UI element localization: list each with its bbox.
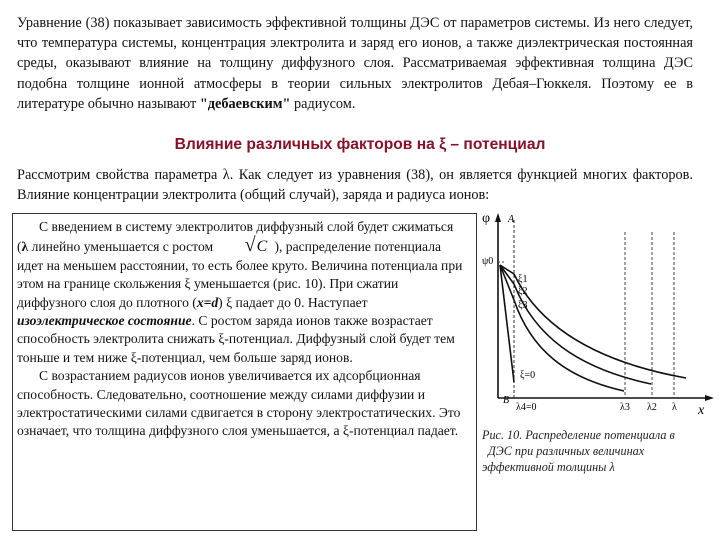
x-axis-arrow — [705, 395, 714, 401]
point-b-label: B — [503, 395, 510, 406]
radius-paragraph: С возрастанием радиусов ионов увеличивается их адсорбционная способность. Следовательно, соотношение между силами диффузии и электростатическими силами сдвигается в сторону электростатических. Это означает, что толщина диффузного слоя уменьшается, а ξ-потенциал падает. — [17, 368, 461, 439]
factors-text — [17, 218, 465, 441]
curve-xi1 — [500, 265, 686, 378]
figure-caption: Рис. 10. Распределение потенциала в ДЭС при различных величинах эффективной толщины λ — [482, 428, 675, 475]
xi1-label: ξ1 — [518, 274, 528, 285]
xi2-label: ξ2 — [518, 286, 528, 297]
electrolyte-paragraph: С введением в систему электролитов диффузный слой будет сжиматься (λ линейно уменьшается с ростом √C ), распределение потенциала идет на меньшем расстоянии, то есть более круто. Величина потенциала при этом на границе скольжения ξ уменьшается (рис. 10). При сжатии диффузного слоя до плотного (x=d) ξ падает до 0. Наступает изоэлектрическое состояние. С ростом заряда ионов также возрастает способность электролита снижать ξ-потенциал. Диффузный слой будет тем тоньше и тем ниже ξ-потенциал, чем больше заряд ионов. — [17, 219, 463, 365]
potential-distribution-figure — [476, 210, 716, 420]
sqrt-c-formula: √C — [244, 234, 269, 257]
y-label: φ — [482, 211, 491, 226]
lambda3-label: λ3 — [620, 402, 630, 413]
lambda-label: λ — [672, 402, 677, 413]
lambda4-label: λ4=0 — [516, 402, 537, 413]
psi0-label: ψ0 — [482, 256, 494, 267]
debye-term: "дебаевским" — [199, 95, 291, 112]
section-heading: Влияние различных факторов на ξ – потенциал — [174, 136, 546, 153]
x-label: x — [698, 403, 705, 418]
point-a-label: A — [508, 214, 515, 225]
isoelectric-term: изоэлектрическое состояние — [17, 313, 192, 329]
xi0-label: ξ=0 — [520, 370, 536, 381]
lambda2-label: λ2 — [647, 402, 657, 413]
intro-paragraph: Уравнение (38) показывает зависимость эффективной толщины ДЭС от параметров системы. Из него следует, что температура системы, концентрация электролита и заряд его ионов, а также диэлектрическая постоянная среды, оказывают влияние на толщину диффузного слоя. Рассматриваемая эффективная толщина ДЭС подобна толщине ионной атмосферы в теории сильных электролитов Дебая–Гюккеля. Поэтому ее в литературе обычно называют "дебаевским" радиусом. — [17, 15, 693, 112]
lambda-paragraph: Рассмотрим свойства параметра λ. Как следует из уравнения (38), он является функцией многих факторов. Влияние концентрации электролита (общий случай), заряда и радиуса ионов: — [17, 167, 693, 204]
xi3-label: ξ3 — [518, 300, 528, 311]
y-axis-arrow — [495, 213, 501, 222]
